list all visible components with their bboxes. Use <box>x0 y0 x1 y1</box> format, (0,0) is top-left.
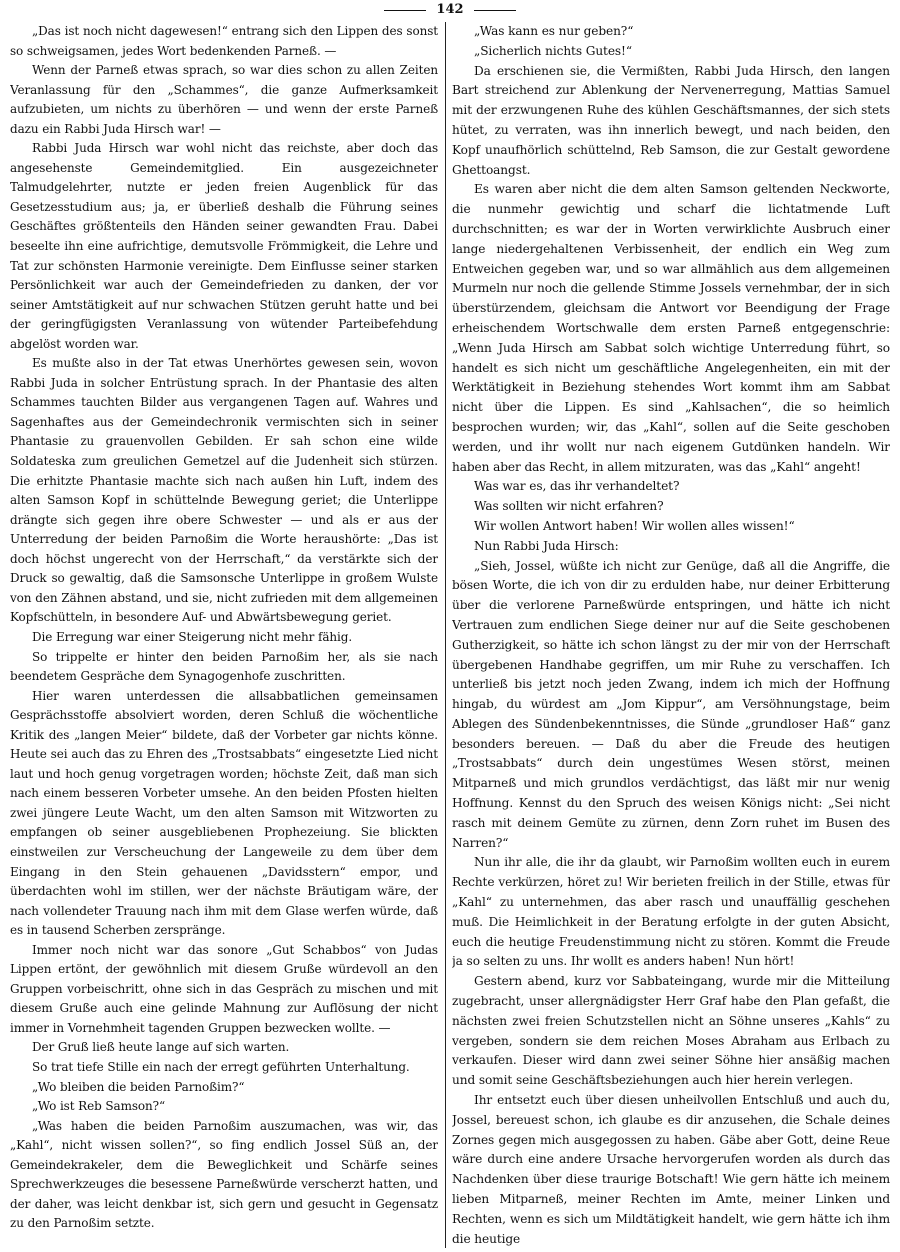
paragraph: Was war es, das ihr verhandeltet? <box>474 479 680 494</box>
right-text-column <box>452 22 890 1248</box>
paragraph: Ihr entsetzt euch über diesen unheilvollen Entschluß und auch du, Jossel, bereuest schon, ich glaube es dir anzusehen, die Schale deines Zornes gegen mich ausgegossen zu haben. Gäbe aber Gott, deine Reue wäre durch eine andere Ursache hervorgerufen worden als durch das Nachdenken über diese traurige Botschaft! Wie gern hätte ich meinem lieben Mitparneß, meiner Rechten im Amte, meiner Linken und Rechten, wenn es sich um Mildtätigkeit handelt, wie gern hätte ich ihm die heutige <box>452 1093 890 1246</box>
paragraph: So trippelte er hinter den beiden Parnoßim her, als sie nach beendetem Gespräche dem Synagogenhofe zuschritten. <box>10 649 438 684</box>
left-text-column <box>10 22 438 1248</box>
paragraph: Nun Rabbi Juda Hirsch: <box>474 538 619 553</box>
paragraph: Hier waren unterdessen die allsabbatlichen gemeinsamen Gesprächsstoffe absolviert worden, deren Schluß die wöchentliche Kritik des „langen Meier“ bildete, daß der Vorbeter gar nichts könne. Heute sei auch das zu Ehren des „Trostsabbats“ eingesetzte Lied nicht laut und hoch genug vorgetragen worden; höchste Zeit, daß man sich nach einem besseren Vorbeter umsehe. An den beiden Pfosten hielten zwei jüngere Leute Wacht, um den alten Samson mit Witzworten zu empfangen ob seiner ausgebliebenen Prophezeiung. Sie blickten einstweilen zur Verscheuchung der Langeweile zu dem über dem Eingang in den Stein gehauenen „Davidsstern“ empor, und überdachten wohl im stillen, wer der nächste Bräutigam wäre, der nach vollendeter Trauung nach ihm mit dem Glase werfen würde, daß es in tausend Scherben zerspränge. <box>10 688 438 938</box>
paragraph: So trat tiefe Stille ein nach der erregt geführten Unterhaltung. <box>32 1059 410 1074</box>
paragraph: „Das ist noch nicht dagewesen!“ entrang sich den Lippen des sonst so schweigsamen, jedes Wort bedenkenden Parneß. — <box>10 24 438 58</box>
paragraph: „Sicherlich nichts Gutes!“ <box>474 43 632 58</box>
paragraph: Immer noch nicht war das sonore „Gut Schabbos“ von Judas Lippen ertönt, der gewöhnlich mit diesem Gruße würdevoll an den Gruppen vorbeischritt, ohne sich in das Gespräch zu mischen und mit diesem Gruße auch eine gelinde Mahnung zur Auflösung der nicht immer in Vornehmheit tagenden Gruppen bezwecken wollte. — <box>10 942 438 1035</box>
paragraph: „Was kann es nur geben?“ <box>474 24 634 38</box>
paragraph: Der Gruß ließ heute lange auf sich warten. <box>32 1040 290 1055</box>
page-number: 142 <box>436 2 464 17</box>
paragraph: Es waren aber nicht die dem alten Samson geltenden Neckworte, die nunmehr gewichtig und scharf die lichtatmende Luft durchschnitten; es war der in Worten verwirklichte Ausbruch einer lange niedergehaltenen Verbissenheit, der endlich ein Weg zum Entweichen gegeben war, und so war allmählich aus dem allgemeinen Murmeln nur noch die gellende Stimme Jossels vernehmbar, der in sich überstürzendem, gleichsam die Antwort vor Beendigung der Frage erheischendem Wortschwalle dem ersten Parneß entgegenschrie: „Wenn Juda Hirsch am Sabbat solch wichtige Unterredung führt, so handelt es sich nicht um geschäftliche Angelegenheiten, ein mit der Werktätigkeit in Beziehung stehendes Wort kommt ihm am Sabbat nicht über die Lippen. Es sind „Kahlsachen“, die so heimlich besprochen wurden; wir, das „Kahl“, sollen auf die Seite geschoben werden, und ihr wollt nur nach eigenem Gutdünken handeln. Wir haben aber das Recht, in allem mitzuraten, was das „Kahl“ angeht! <box>452 182 890 474</box>
paragraph: „Wo ist Reb Samson?“ <box>32 1099 166 1114</box>
paragraph: Was sollten wir nicht erfahren? <box>474 499 664 514</box>
paragraph: „Wo bleiben die beiden Parnoßim?“ <box>32 1079 245 1094</box>
paragraph: Rabbi Juda Hirsch war wohl nicht das reichste, aber doch das angesehenste Gemeindemitglied. Ein ausgezeichneter Talmudgelehrter, nutzte er jeden freien Augenblick für das Gesetzesstudium aus; ja, er überließ deshalb die Führung seines Geschäftes größtenteils den Händen seiner gewandten Frau. Dabei beseelte ihn eine aufrichtige, demutsvolle Frömmigkeit, die Lehre und Tat zur schönsten Harmonie vereinigte. Dem Einflusse seiner starken Persönlichkeit war auch der Gemeindefrieden zu danken, der vor seiner Amtstätigkeit auf nur schwachen Stützen geruht hatte und bei der geringfügigsten Veranlassung von wütender Parteibefehdung abgelöst worden war. <box>10 141 438 351</box>
paragraph: Da erschienen sie, die Vermißten, Rabbi Juda Hirsch, den langen Bart streichend zur Ablenkung der Nervenerregung, Mattias Samuel mit der erzwungenen Ruhe des kühlen Geschäftsmannes, der sich stets hütet, zu verraten, was ihn innerlich bewegt, und nach beiden, den Kopf unaufhörlich schüttelnd, Reb Samson, die zur Gestalt gewordene Ghettoangst. <box>452 63 890 177</box>
paragraph: „Was haben die beiden Parnoßim auszumachen, was wir, das „Kahl“, nicht wissen sollen?“, so fing endlich Jossel Süß an, der Gemeindekrakeler, dem die Beweglichkeit und Schärfe seines Sprechwerkzeuges die besessene Parneßwürde verscherzt hatten, und der daher, was leicht denkbar ist, sich gern und gesucht in Gegensatz zu den Parnoßim setzte. <box>10 1118 438 1231</box>
column-divider <box>445 22 446 1248</box>
paragraph: Nun ihr alle, die ihr da glaubt, wir Parnoßim wollten euch in eurem Rechte verkürzen, höret zu! Wir berieten freilich in der Stille, etwas für „Kahl“ zu unternehmen, das aber rasch und unauffällig geschehen muß. Die Heimlichkeit in der Beratung erfolgte in der guten Absicht, euch die heutige Freudenstimmung nicht zu stören. Kommt die Freude ja so selten zu uns. Ihr wollt es anders haben! Nun hört! <box>452 855 890 969</box>
paragraph: Wir wollen Antwort haben! Wir wollen alles wissen!“ <box>474 518 795 533</box>
paragraph: Wenn der Parneß etwas sprach, so war dies schon zu allen Zeiten Veranlassung für den „Schammes“, die ganze Aufmerksamkeit aufzubieten, um nichts zu überhören — und wenn der erste Parneß dazu ein Rabbi Juda Hirsch war! — <box>10 63 438 136</box>
page-header <box>0 2 900 18</box>
paragraph: Es mußte also in der Tat etwas Unerhörtes gewesen sein, wovon Rabbi Juda in solcher Entrüstung sprach. In der Phantasie des alten Schammes tauchten Bilder aus vergangenen Tagen auf. Wahres und Sagenhaftes aus der Gemeindechronik vermischten sich in seiner Phantasie zu grauenvollen Gebilden. Er sah schon eine wilde Soldateska zum greulichen Gemetzel auf die Judenheit sich stürzen. Die erhitzte Phantasie machte sich nach außen hin Luft, indem des alten Samson Kopf in schüttelnde Bewegung geriet; die Unterlippe drängte sich gegen ihre obere Schwester — und als er aus der Unterredung der beiden Parnoßim die Worte heraushörte: „Das ist doch höchst ungerecht von der Herrschaft,“ da verstärkte sich der Druck so gewaltig, daß die Samsonsche Unterlippe in großem Wulste von den Zähnen abstand, und sie, nicht zufrieden mit dem allgemeinen Kopfschütteln, in besondere Auf- und Abwärtsbewegung geriet. <box>10 356 438 625</box>
paragraph: „Sieh, Jossel, wüßte ich nicht zur Genüge, daß all die Angriffe, die bösen Worte, die ich von dir zu erdulden habe, nur deiner Erbitterung über die verlorene Parneßwürde entspringen, und hätte ich nicht Vertrauen zum endlichen Siege deiner nur auf die Seite geschobenen Gutherzigkeit, so hätte ich schon längst zu der mir von der Herrschaft übergebenen Handhabe gegriffen, um mir Ruhe zu verschaffen. Ich unterließ bis jetzt noch jeden Zwang, indem ich mich der Hoffnung hingab, du würdest am „Jom Kippur“, am Versöhnungstage, beim Ablegen des Sündenbekenntnisses, die Sünde „grundloser Haß“ ganz besonders bereuen. — Daß du aber die Freude des heutigen „Trostsabbats“ durch dein ungestümes Wesen störst, meinen Mitparneß und mich grundlos verdächtigst, das läßt mir nur wenig Hoffnung. Kennst du den Spruch des weisen Königs nicht: „Sei nicht rasch mit deinem Gemüte zu zürnen, denn Zorn ruhet im Busen des Narren?“ <box>452 558 890 850</box>
header-rule-left <box>384 10 426 11</box>
header-rule-right <box>474 10 516 11</box>
paragraph: Die Erregung war einer Steigerung nicht mehr fähig. <box>32 629 353 644</box>
paragraph: Gestern abend, kurz vor Sabbateingang, wurde mir die Mitteilung zugebracht, unser allergnädigster Herr Graf habe den Plan gefaßt, die nächsten zwei freien Schutzstellen nicht an Söhne unseres „Kahls“ zu vergeben, sondern sie dem reichen Moses Abraham aus Erlbach zu verkaufen. Dieser wird dann zwei seiner Söhne hier ansäßig machen und somit seine Geschäftsbeziehungen auch hier herein verlegen. <box>452 974 890 1088</box>
